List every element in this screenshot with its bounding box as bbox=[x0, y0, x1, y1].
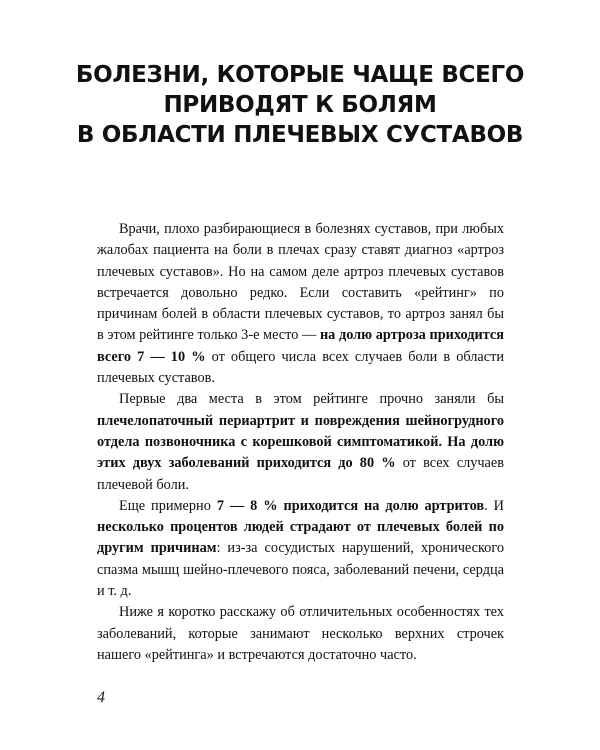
page-number: 4 bbox=[97, 689, 105, 706]
paragraph-text: : из-за сосудистых нарушений, хронического спазма мышц шейно-плечевого пояса, заболеваний печени, сердца и т. д. bbox=[97, 540, 504, 600]
paragraph-1 bbox=[97, 219, 504, 389]
paragraph-3 bbox=[97, 496, 504, 602]
paragraph-bold-text: 7 — 8 % приходится на долю артритов bbox=[216, 497, 485, 514]
paragraph-2 bbox=[97, 389, 504, 495]
paragraph-text: Врачи, плохо разбирающиеся в болезнях суставов, при любых жалобах пациента на боли в плечах сразу ставят диагноз «артроз плечевых суставов». Но на самом деле артроз плечевых суставов встречается довольно редко. Если составить «рейтинг» по причинам болей в области плечевых суставов, то артроз занял бы в этом рейтинге только 3-е место — bbox=[97, 221, 504, 344]
paragraph-text: Первые два места в этом рейтинге прочно заняли бы bbox=[119, 391, 504, 408]
chapter-heading-line-3: В ОБЛАСТИ ПЛЕЧЕВЫХ СУСТАВОВ bbox=[76, 122, 524, 148]
paragraph-text: от всех случаев плечевой боли. bbox=[97, 455, 505, 493]
paragraph-text: Еще примерно bbox=[119, 497, 217, 514]
chapter-heading-line-1: БОЛЕЗНИ, КОТОРЫЕ ЧАЩЕ ВСЕГО bbox=[75, 62, 525, 88]
paragraph-bold-text: на долю артроза приходится всего 7 — 10 % bbox=[97, 327, 504, 365]
paragraph-bold-text: плечелопаточный периартрит и повреждения шейногрудного отдела позвоночника с корешковой симптоматикой. На долю этих двух заболеваний приходится до 80 % bbox=[97, 412, 504, 472]
chapter-heading-line-2: ПРИВОДЯТ К БОЛЯМ bbox=[163, 92, 437, 118]
paragraph-text: от общего числа всех случаев боли в области плечевых суставов. bbox=[97, 348, 504, 387]
paragraph-text: Ниже я коротко расскажу об отличительных особенностях тех заболеваний, которые занимают несколько верхних строчек нашего «рейтинга» и встречаются достаточно часто. bbox=[97, 604, 504, 663]
body-text bbox=[97, 219, 504, 666]
paragraph-bold-text: несколько процентов людей страдают от плечевых болей по другим причинам bbox=[97, 519, 504, 557]
chapter-heading bbox=[40, 60, 560, 150]
paragraph-text: . И bbox=[484, 497, 505, 514]
paragraph-4 bbox=[97, 602, 504, 666]
